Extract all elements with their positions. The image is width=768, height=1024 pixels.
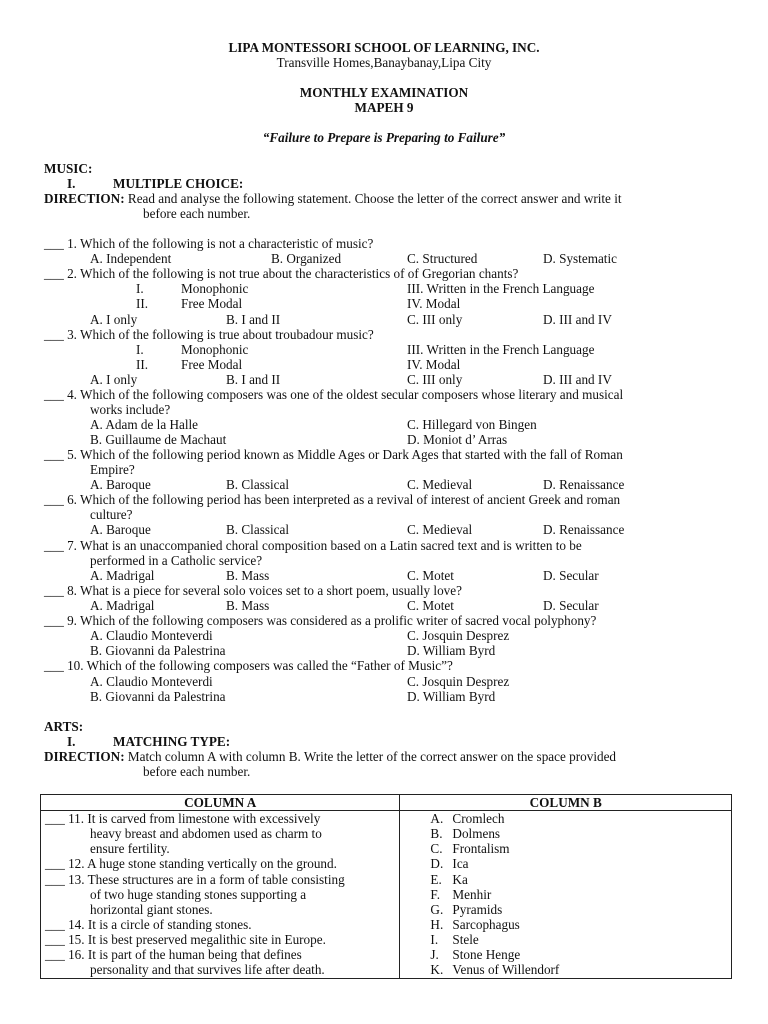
q2-roman-1: I. <box>136 281 144 296</box>
q2-option-b: B. I and II <box>226 312 281 327</box>
q3-roman-1: I. <box>136 342 144 357</box>
q7-option-a: A. Madrigal <box>90 568 155 583</box>
choice-g-letter: G. <box>430 902 444 918</box>
item-14: ___ 14. It is a circle of standing stones. <box>45 917 252 933</box>
q5-option-d: D. Renaissance <box>543 477 625 492</box>
arts-part-title: MATCHING TYPE: <box>113 734 231 749</box>
question-10: ___ 10. Which of the following composers was called the “Father of Music”? <box>44 658 453 673</box>
q9-option-a: A. Claudio Monteverdi <box>90 628 213 643</box>
item-16: ___ 16. It is part of the human being that defines <box>45 947 302 963</box>
music-direction-cont: before each number. <box>143 206 251 221</box>
music-part-number: I. <box>67 176 76 191</box>
item-13: ___ 13. These structures are in a form of table consisting <box>45 872 345 888</box>
q8-option-b: B. Mass <box>226 598 270 613</box>
item-12: ___ 12. A huge stone standing vertically on the ground. <box>45 856 337 872</box>
arts-part-number: I. <box>67 734 76 749</box>
q2-roman-3: III. Written in the French Language <box>407 281 595 296</box>
q1-option-b: B. Organized <box>271 251 342 266</box>
question-5: ___ 5. Which of the following period known as Middle Ages or Dark Ages that started with the fall of Roman <box>44 447 623 462</box>
choice-k-letter: K. <box>430 962 444 978</box>
exam-subject: MAPEH 9 <box>354 100 414 115</box>
q3-option-d: D. III and IV <box>543 372 612 387</box>
school-name: LIPA MONTESSORI SCHOOL OF LEARNING, INC. <box>228 40 540 55</box>
q7-option-b: B. Mass <box>226 568 270 583</box>
q2-option-c: C. III only <box>407 312 463 327</box>
q6-option-d: D. Renaissance <box>543 522 625 537</box>
choice-i: Stele <box>452 932 479 948</box>
item-11: ___ 11. It is carved from limestone with excessively <box>45 811 321 827</box>
q3-roman-3: III. Written in the French Language <box>407 342 595 357</box>
q9-option-c: C. Josquin Desprez <box>407 628 510 643</box>
choice-f-letter: F. <box>430 887 440 903</box>
q9-option-d: D. William Byrd <box>407 643 496 658</box>
q2-roman-4: IV. Modal <box>407 296 461 311</box>
item-11-cont2: ensure fertility. <box>90 841 170 857</box>
q8-option-a: A. Madrigal <box>90 598 155 613</box>
item-11-cont: heavy breast and abdomen used as charm to <box>90 826 322 842</box>
q1-option-c: C. Structured <box>407 251 478 266</box>
q2-roman-2-text: Free Modal <box>181 296 243 311</box>
q5-option-c: C. Medieval <box>407 477 473 492</box>
q6-option-a: A. Baroque <box>90 522 151 537</box>
q6-option-b: B. Classical <box>226 522 290 537</box>
q10-option-a: A. Claudio Monteverdi <box>90 674 213 689</box>
q7-option-d: D. Secular <box>543 568 599 583</box>
choice-b: Dolmens <box>452 826 501 842</box>
q3-roman-4: IV. Modal <box>407 357 461 372</box>
choice-e: Ka <box>452 872 468 888</box>
music-direction <box>44 191 622 206</box>
choice-h: Sarcophagus <box>452 917 520 933</box>
q2-option-d: D. III and IV <box>543 312 612 327</box>
music-part-title: MULTIPLE CHOICE: <box>113 176 244 191</box>
column-a-header: COLUMN A <box>41 795 400 811</box>
choice-c-letter: C. <box>430 841 443 857</box>
choice-j-letter: J. <box>430 947 439 963</box>
q8-option-d: D. Secular <box>543 598 599 613</box>
exam-title: MONTHLY EXAMINATION <box>299 85 469 100</box>
q4-option-b: B. Guillaume de Machaut <box>90 432 227 447</box>
q1-option-d: D. Systematic <box>543 251 617 266</box>
school-address: Transville Homes,Banaybanay,Lipa City <box>276 55 492 70</box>
choice-h-letter: H. <box>430 917 444 933</box>
choice-g: Pyramids <box>452 902 503 918</box>
choice-d: Ica <box>452 856 469 872</box>
column-b-header: COLUMN B <box>400 795 732 811</box>
q3-roman-2: II. <box>136 357 149 372</box>
choice-a: Cromlech <box>452 811 505 827</box>
item-13-cont2: horizontal giant stones. <box>90 902 213 918</box>
arts-direction <box>44 749 616 764</box>
question-7-cont: performed in a Catholic service? <box>90 553 263 568</box>
q10-option-d: D. William Byrd <box>407 689 496 704</box>
choice-i-letter: I. <box>430 932 439 948</box>
q3-option-a: A. I only <box>90 372 138 387</box>
q2-roman-2: II. <box>136 296 149 311</box>
choice-e-letter: E. <box>430 872 442 888</box>
q5-option-a: A. Baroque <box>90 477 151 492</box>
q1-option-a: A. Independent <box>90 251 172 266</box>
choice-f: Menhir <box>452 887 492 903</box>
question-6: ___ 6. Which of the following period has been interpreted as a revival of interest of ancient Greek and roman <box>44 492 621 507</box>
q9-option-b: B. Giovanni da Palestrina <box>90 643 226 658</box>
arts-direction-cont: before each number. <box>143 764 251 779</box>
q7-option-c: C. Motet <box>407 568 454 583</box>
direction-text: Read and analyse the following statement. Choose the letter of the correct answer and write it <box>127 191 622 206</box>
q8-option-c: C. Motet <box>407 598 454 613</box>
q10-option-c: C. Josquin Desprez <box>407 674 510 689</box>
question-2: ___ 2. Which of the following is not true about the characteristics of of Gregorian chants? <box>44 266 519 281</box>
item-13-cont: of two huge standing stones supporting a <box>90 887 307 903</box>
q4-option-c: C. Hillegard von Bingen <box>407 417 537 432</box>
question-1: ___ 1. Which of the following is not a characteristic of music? <box>44 236 374 251</box>
question-9: ___ 9. Which of the following composers was considered as a prolific writer of sacred vocal polyphony? <box>44 613 597 628</box>
q3-option-b: B. I and II <box>226 372 281 387</box>
question-3: ___ 3. Which of the following is true about troubadour music? <box>44 327 374 342</box>
q4-option-a: A. Adam de la Halle <box>90 417 199 432</box>
item-15: ___ 15. It is best preserved megalithic site in Europe. <box>45 932 326 948</box>
matching-table-header <box>41 795 732 811</box>
music-section-title: MUSIC: <box>44 161 93 176</box>
choice-a-letter: A. <box>430 811 444 827</box>
direction-text: Match column A with column B. Write the letter of the correct answer on the space provided <box>127 749 617 764</box>
item-16-cont: personality and that survives life after death. <box>90 962 325 978</box>
q3-roman-2-text: Free Modal <box>181 357 243 372</box>
choice-c: Frontalism <box>452 841 510 857</box>
column-b <box>400 811 732 979</box>
column-a <box>41 811 400 979</box>
choice-k: Venus of Willendorf <box>452 962 560 978</box>
q2-option-a: A. I only <box>90 312 138 327</box>
q2-roman-1-text: Monophonic <box>181 281 249 296</box>
choice-j: Stone Henge <box>452 947 521 963</box>
question-7: ___ 7. What is an unaccompanied choral composition based on a Latin sacred text and is written to be <box>44 538 582 553</box>
question-6-cont: culture? <box>90 507 133 522</box>
question-4-cont: works include? <box>90 402 171 417</box>
q6-option-c: C. Medieval <box>407 522 473 537</box>
exam-motto: “Failure to Prepare is Preparing to Failure” <box>262 130 506 145</box>
arts-section-title: ARTS: <box>44 719 84 734</box>
direction-label: DIRECTION: <box>44 191 125 206</box>
q4-option-d: D. Moniot d’ Arras <box>407 432 508 447</box>
direction-label: DIRECTION: <box>44 749 125 764</box>
choice-d-letter: D. <box>430 856 444 872</box>
q10-option-b: B. Giovanni da Palestrina <box>90 689 226 704</box>
q5-option-b: B. Classical <box>226 477 290 492</box>
question-4: ___ 4. Which of the following composers was one of the oldest secular composers whose literary and musical <box>44 387 624 402</box>
choice-b-letter: B. <box>430 826 443 842</box>
q3-roman-1-text: Monophonic <box>181 342 249 357</box>
matching-table <box>40 794 732 979</box>
question-8: ___ 8. What is a piece for several solo voices set to a short poem, usually love? <box>44 583 462 598</box>
q3-option-c: C. III only <box>407 372 463 387</box>
question-5-cont: Empire? <box>90 462 135 477</box>
